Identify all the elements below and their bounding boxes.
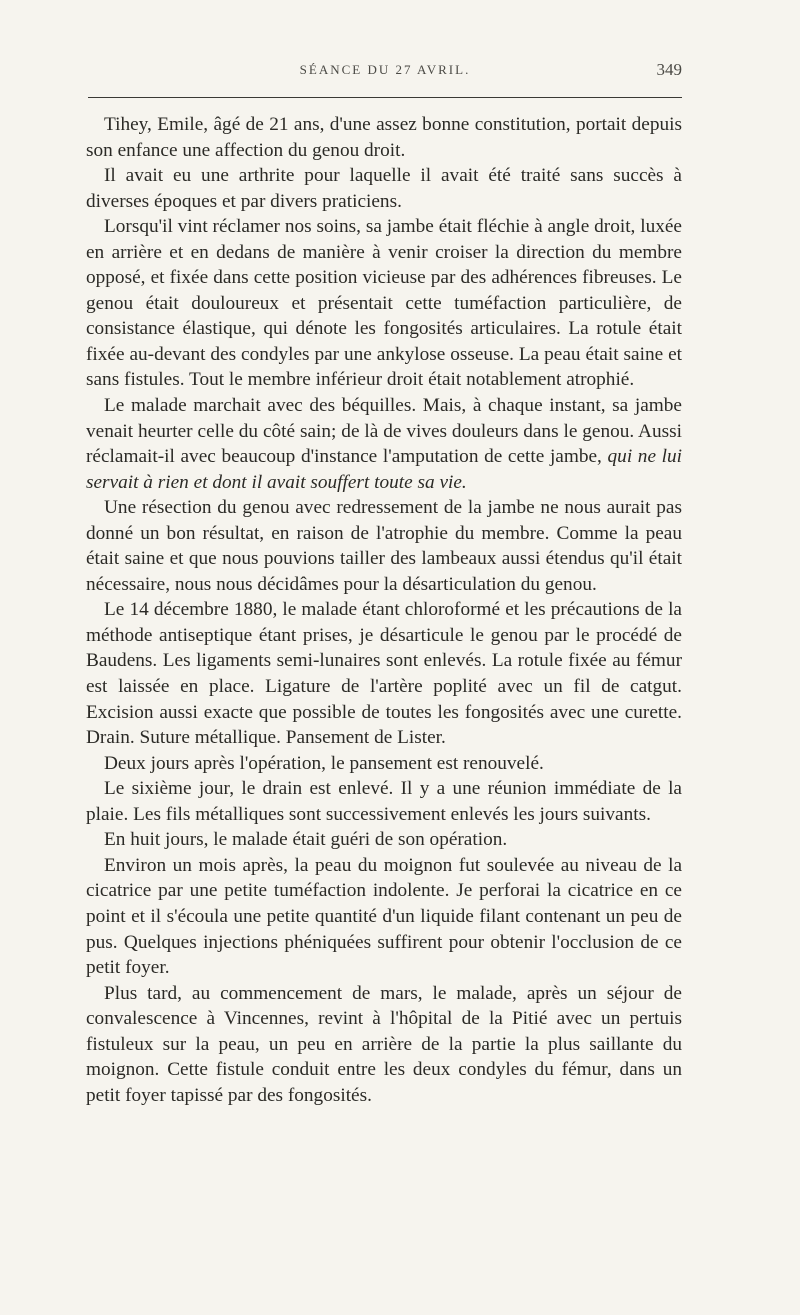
paragraph: Une résection du genou avec redressement de la jambe ne nous aurait pas donné un bon résultat, en raison de l'atrophie du membre. Comme la peau était saine et que nous pouvions tailler des lambeaux aussi étendus qu'il était nécessaire, nous nous décidâmes pour la désarticulation du genou. [86,497,682,595]
header-rule [88,97,682,98]
italic-quote: qui ne lui servait à rien et dont il avait souffert toute sa vie. [86,446,682,493]
paragraph: Le malade marchait avec des béquilles. Mais, à chaque instant, sa jambe venait heurter celle du côté sain; de là de vives douleurs dans le genou. Aussi réclamait-il avec beaucoup d'instance l'amputation de cette jambe, qui ne lui servait à rien et dont il avait souffert toute sa vie. [86,395,682,493]
running-head: SÉANCE DU 27 AVRIL. [299,62,471,77]
body-text [86,112,682,1108]
paragraph: Il avait eu une arthrite pour laquelle il avait été traité sans succès à diverses époques et par divers praticiens. [86,165,682,212]
paragraph: Deux jours après l'opération, le pansement est renouvelé. [104,752,544,774]
paragraph: Le 14 décembre 1880, le malade étant chloroformé et les précautions de la méthode antiseptique étant prises, je désarticule le genou par le procédé de Baudens. Les ligaments semi-lunaires sont enlevés. La rotule fixée au fémur est laissée en place. Ligature de l'artère poplité avec un fil de catgut. Excision aussi exacte que possible de toutes les fongosités avec une curette. Drain. Suture métallique. Pansement de Lister. [86,599,682,749]
page-number: 349 [656,60,682,79]
paragraph: Le sixième jour, le drain est enlevé. Il y a une réunion immédiate de la plaie. Les fils métalliques sont successivement enlevés les jours suivants. [86,778,682,825]
paragraph: Plus tard, au commencement de mars, le malade, après un séjour de convalescence à Vincennes, revint à l'hôpital de la Pitié avec un pertuis fistuleux sur la peau, un peu en arrière de la partie la plus saillante du moignon. Cette fistule conduit entre les deux condyles du fémur, dans un petit foyer tapissé par des fongosités. [86,982,682,1106]
paragraph: Tihey, Emile, âgé de 21 ans, d'une assez bonne constitution, portait depuis son enfance une affection du genou droit. [86,114,682,161]
paragraph: Lorsqu'il vint réclamer nos soins, sa jambe était fléchie à angle droit, luxée en arrière et en dedans de manière à venir croiser la direction du membre opposé, et fixée dans cette position vicieuse par des adhérences fibreuses. Le genou était douloureux et présentait cette tuméfaction particulière, de consistance élastique, qui dénote les fongosités articulaires. La rotule était fixée au-devant des condyles par une ankylose osseuse. La peau était saine et sans fistules. Tout le membre inférieur droit était notablement atrophié. [86,216,682,391]
paragraph: En huit jours, le malade était guéri de son opération. [104,829,508,851]
page-header [88,62,682,86]
paragraph: Environ un mois après, la peau du moignon fut soulevée au niveau de la cicatrice par une petite tuméfaction indolente. Je perforai la cicatrice en ce point et il s'écoula une petite quantité d'un liquide filant contenant un peu de pus. Quelques injections phéniquées suffirent pour obtenir l'occlusion de ce petit foyer. [86,854,682,979]
